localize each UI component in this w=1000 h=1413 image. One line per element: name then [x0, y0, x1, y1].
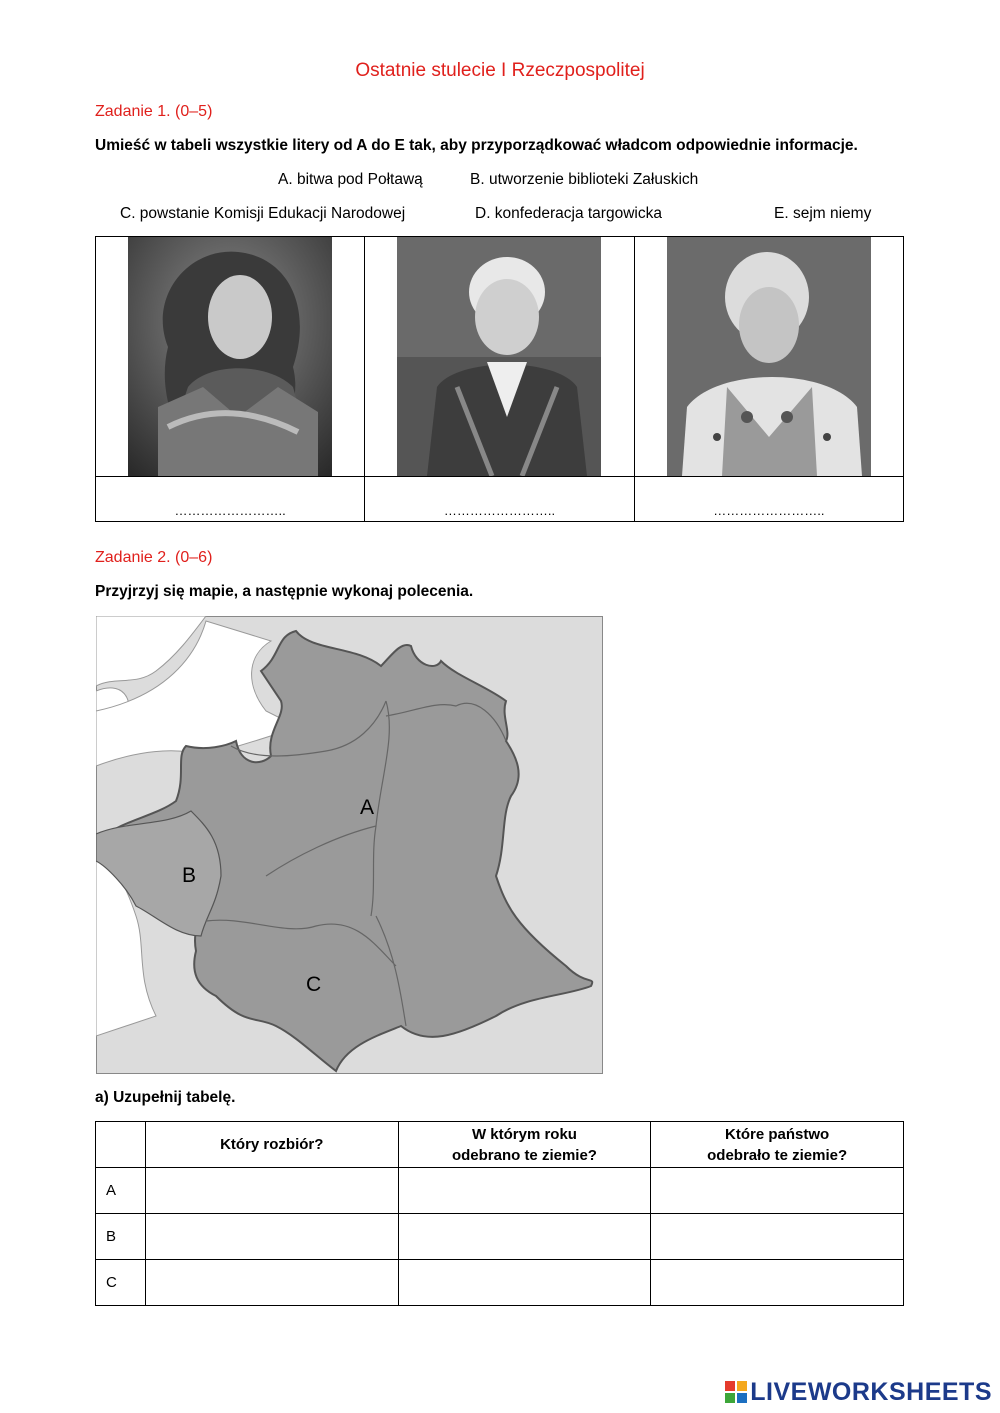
partitions-table: [95, 1121, 904, 1306]
option-c: C. powstanie Komisji Edukacji Narodowej: [120, 205, 406, 222]
answer-cell[interactable]: [398, 1214, 651, 1260]
portrait-cell: [634, 237, 903, 477]
answer-cell[interactable]: [651, 1168, 904, 1214]
task2-heading: Zadanie 2. (0–6): [95, 549, 213, 566]
map-label-a: A: [360, 796, 375, 819]
row-label-a: A: [96, 1168, 146, 1214]
answer-cell[interactable]: [145, 1214, 398, 1260]
task1-heading: Zadanie 1. (0–5): [95, 103, 213, 120]
answer-cell[interactable]: [398, 1168, 651, 1214]
answer-slot[interactable]: ……………………..: [96, 477, 365, 522]
header-which-partition: Który rozbiór?: [145, 1122, 398, 1168]
header-empty: [96, 1122, 146, 1168]
subtask-a-label: a) Uzupełnij tabelę.: [95, 1089, 236, 1106]
portrait-augustus-iii: [397, 237, 601, 476]
header-year-line1: W którym roku: [471, 1125, 577, 1143]
row-label-c: C: [96, 1260, 146, 1306]
logo-text: LIVEWORKSHEETS: [750, 1378, 992, 1406]
row-label-b: B: [96, 1214, 146, 1260]
option-b: B. utworzenie biblioteki Załuskich: [470, 171, 699, 188]
page-title: Ostatnie stulecie I Rzeczpospolitej: [355, 60, 645, 81]
logo-mark-icon: [725, 1381, 747, 1403]
task2-instruction: Przyjrzyj się mapie, a następnie wykonaj polecenia.: [95, 583, 474, 600]
answer-cell[interactable]: [651, 1214, 904, 1260]
partition-map: [96, 616, 603, 1074]
answer-cell[interactable]: [145, 1168, 398, 1214]
header-year: [398, 1122, 651, 1168]
option-d: D. konfederacja targowicka: [475, 205, 662, 222]
answer-cell[interactable]: [398, 1260, 651, 1306]
header-state-line2: odebrało te ziemie?: [707, 1146, 848, 1164]
header-state-line1: Które państwo: [725, 1125, 830, 1143]
answer-slot[interactable]: ……………………..: [365, 477, 634, 522]
map-label-c: C: [306, 973, 322, 996]
map-label-b: B: [182, 864, 197, 887]
option-e: E. sejm niemy: [774, 205, 872, 222]
portrait-cell: [96, 237, 365, 477]
rulers-table: [95, 236, 904, 522]
liveworksheets-logo: [725, 1378, 992, 1407]
header-year-line2: odebrano te ziemie?: [451, 1146, 597, 1164]
task1-instruction: Umieść w tabeli wszystkie litery od A do E tak, aby przyporządkować władcom odpowiednie informacje.: [95, 137, 858, 154]
portrait-cell: [365, 237, 634, 477]
answer-slot[interactable]: ……………………..: [634, 477, 903, 522]
answer-cell[interactable]: [651, 1260, 904, 1306]
answer-cell[interactable]: [145, 1260, 398, 1306]
header-state: [651, 1122, 904, 1168]
portrait-stanislaw-august: [667, 237, 871, 476]
option-a: A. bitwa pod Połtawą: [278, 171, 423, 188]
portrait-augustus-ii: [128, 237, 332, 476]
